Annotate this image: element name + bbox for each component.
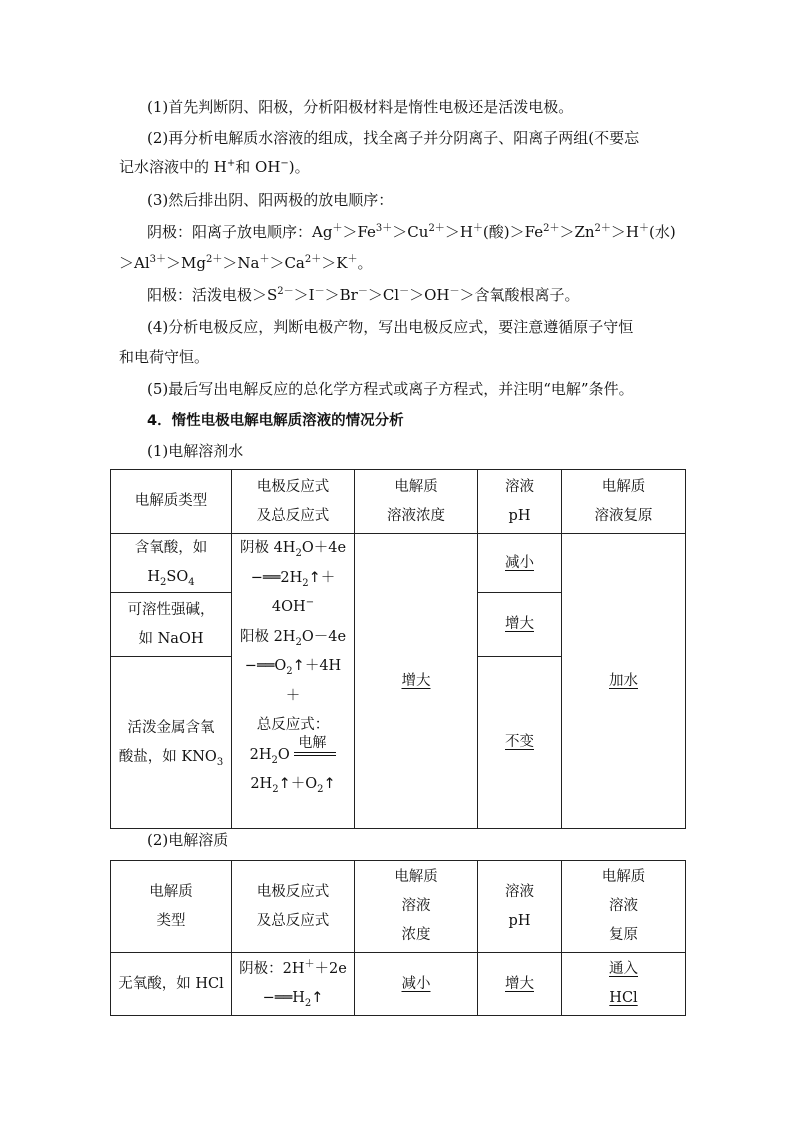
header-concentration: 电解质 溶液浓度 bbox=[355, 470, 478, 534]
step-4-line-b: 和电荷守恒。 bbox=[119, 348, 210, 366]
table-row bbox=[111, 953, 686, 1016]
header-restore: 电解质 溶液 复原 bbox=[562, 861, 686, 953]
step-3: (3)然后排出阴、阳两极的放电顺序： bbox=[147, 191, 394, 209]
electrolysis-water-table bbox=[110, 469, 686, 829]
step-2-line-a: (2)再分析电解质水溶液的组成，找全离子并分阴离子、阳离子两组(不要忘 bbox=[147, 129, 640, 147]
header-electrolyte-type: 电解质 类型 bbox=[111, 861, 232, 953]
step-5: (5)最后写出电解反应的总化学方程式或离子方程式，并注明“电解”条件。 bbox=[147, 380, 634, 398]
header-electrode-equations: 电极反应式 及总反应式 bbox=[232, 470, 355, 534]
row-oxysalt-type: 活泼金属含氧 酸盐，如 $KNO_3$ bbox=[111, 657, 232, 829]
table-row bbox=[111, 534, 686, 593]
ph-cell-3: 不变 bbox=[478, 657, 562, 829]
sub-1-title: (1)电解溶剂水 bbox=[147, 442, 244, 460]
row-strong-base-type: 可溶性强碱， 如 NaOH bbox=[111, 593, 232, 657]
row-hcl-concentration: 减小 bbox=[355, 953, 478, 1016]
row-oxyacid-type: 含氧酸，如 $H_2SO_4$ bbox=[111, 534, 232, 593]
row-hcl-equation: 阴极：2H＋＋2e $-══H_2↑$ bbox=[232, 953, 355, 1016]
row-hcl-type: 无氧酸，如 HCl bbox=[111, 953, 232, 1016]
header-restore: 电解质 溶液复原 bbox=[562, 470, 686, 534]
anode-order-tail: 含氧酸根离子。 bbox=[474, 286, 580, 304]
header-electrolyte-type: 电解质类型 bbox=[111, 470, 232, 534]
concentration-cell: 增大 bbox=[355, 534, 478, 829]
header-ph: 溶液 pH bbox=[478, 470, 562, 534]
row-hcl-restore: 通入 HCl bbox=[562, 953, 686, 1016]
ph-cell-2: 增大 bbox=[478, 593, 562, 657]
anode-order-line: 阳极：活泼电极$>S^{2-}>I^->Br^->Cl^->OH^->$含氧酸根离子。 bbox=[147, 286, 580, 304]
restore-cell: 加水 bbox=[562, 534, 686, 829]
electrode-equations-cell: 阴极 $4H_2O+4e$ $-══2H_2↑+$ 4OH− 阳极 $2H_2O-4e$ $-══O_2↑+4H$ ＋ 总反应式： $2H_2O$ 电解 $2H_2↑+O_2↑$ bbox=[232, 534, 355, 829]
sub-2-title: (2)电解溶质 bbox=[147, 831, 229, 849]
step-2-text-end: )。 bbox=[288, 158, 310, 176]
ph-cell-1: 减小 bbox=[478, 534, 562, 593]
electrolysis-condition-sign: 电解 bbox=[294, 748, 336, 762]
header-electrode-equations: 电极反应式 及总反应式 bbox=[232, 861, 355, 953]
step-2-text-mid: 和 OH bbox=[235, 158, 281, 176]
electrolysis-solute-table bbox=[110, 860, 686, 1016]
header-ph: 溶液 pH bbox=[478, 861, 562, 953]
table-2-header-row bbox=[111, 861, 686, 953]
cathode-order-line-a: 阴极：阳离子放电顺序：$Ag^+>Fe^{3+}>Cu^{2+}>H^+$(酸)$>Fe^{2+}>Zn^{2+}>H^+$(水) bbox=[147, 223, 676, 241]
header-concentration: 电解质 溶液 浓度 bbox=[355, 861, 478, 953]
step-2-text-pre: 记水溶液中的 H bbox=[119, 158, 227, 176]
section-4-title: 4．惰性电极电解电解质溶液的情况分析 bbox=[147, 413, 404, 429]
step-4-line-a: (4)分析电极反应，判断电极产物，写出电极反应式，要注意遵循原子守恒 bbox=[147, 318, 634, 336]
cathode-order-line-b: $>Al^{3+}>Mg^{2+}>Na^+>Ca^{2+}>K^+$。 bbox=[119, 254, 373, 272]
table-1-header-row bbox=[111, 470, 686, 534]
step-2-line-b: 记水溶液中的 H+和 OH−)。 bbox=[119, 158, 310, 176]
step-1: (1)首先判断阴、阳极，分析阳极材料是惰性电极还是活泼电极。 bbox=[147, 98, 574, 116]
row-hcl-ph: 增大 bbox=[478, 953, 562, 1016]
anode-order-label: 阳极：活泼电极 bbox=[147, 286, 253, 304]
cathode-order-label: 阴极：阳离子放电顺序： bbox=[147, 223, 313, 241]
